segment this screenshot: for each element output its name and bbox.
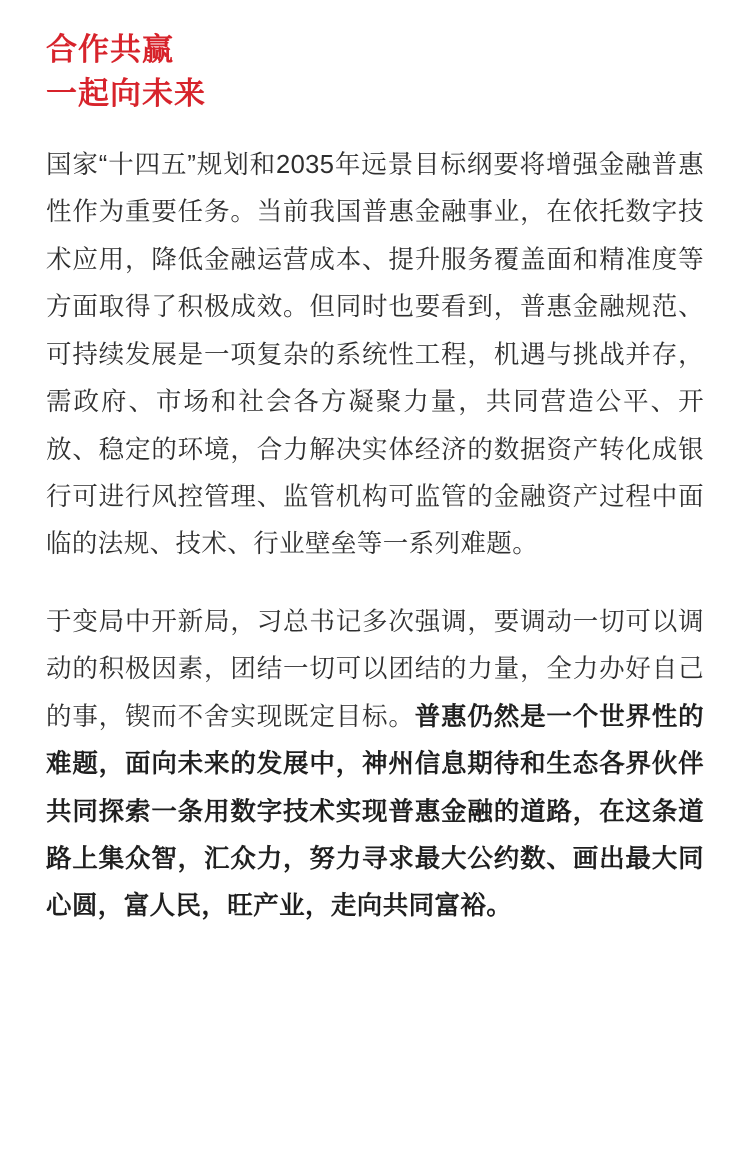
paragraph-1-text: 国家“十四五”规划和2035年远景目标纲要将增强金融普惠性作为重要任务。当前我国普惠金融事业，在依托数字技术应用，降低金融运营成本、提升服务覆盖面和精准度等方面取得了积极成效。但同时也要看到，普惠金融规范、可持续发展是一项复杂的系统性工程，机遇与挑战并存，需政府、市场和社会各方凝聚力量，共同营造公平、开放、稳定的环境，合力解决实体经济的数据资产转化成银行可进行风控管理、监管机构可监管的金融资产过程中面临的法规、技术、行业壁垒等一系列难题。 — [46, 151, 704, 559]
paragraph-2-normal-text: 于变局中开新局，习总书记多次强调，要调动一切可以调动的积极因素，团结一切可以团结的力量，全力办好自己的事，锲而不舍实现既定目标。 — [46, 607, 704, 731]
headline-line-2: 一起向未来 — [46, 76, 206, 112]
paragraph-2-emphasis-text: 普惠仍然是一个世界性的难题，面向未来的发展中，神州信息期待和生态各界伙伴共同探索一条用数字技术实现普惠金融的道路，在这条道路上集众智，汇众力，努力寻求最大公约数、画出最大同心圆，富人民，旺产业，走向共同富裕。 — [46, 702, 704, 921]
page-title — [46, 28, 704, 116]
paragraph-2 — [46, 599, 704, 931]
paragraph-1 — [46, 142, 704, 569]
headline-line-1: 合作共赢 — [46, 32, 174, 67]
article-body — [46, 142, 704, 931]
